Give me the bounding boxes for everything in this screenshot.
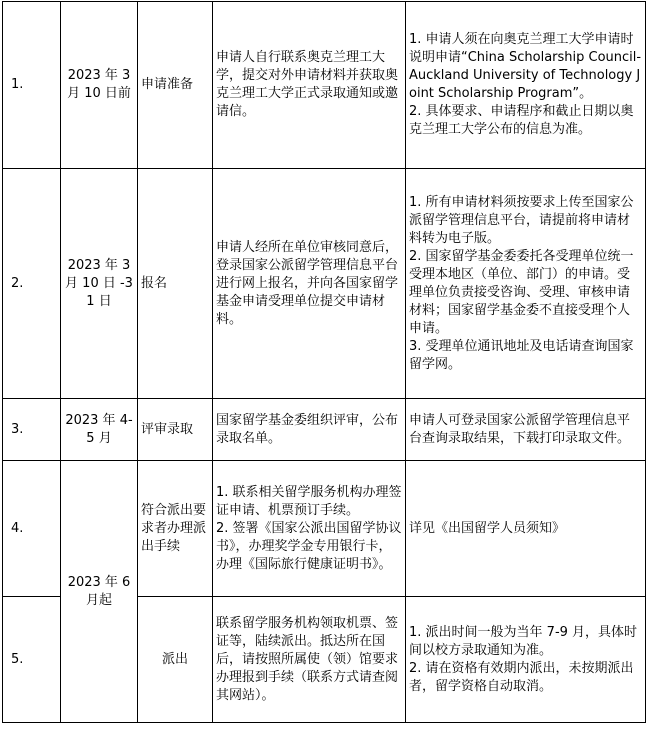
note-line: 1. 派出时间一般为当年 7-9 月，具体时间以校方录取通知为准。 (409, 624, 638, 658)
date-cell: 2023 年 4-5 月 (61, 399, 138, 461)
note-line: 2. 请在资格有效期内派出，未按期派出者，留学资格自动取消。 (409, 660, 634, 694)
table-row (3, 399, 646, 461)
stage-cell: 派出 (138, 597, 213, 723)
stage-cell: 符合派出要求者办理派出手续 (138, 461, 213, 597)
action-cell: 联系留学服务机构领取机票、签证等，陆续派出。抵达所在国后，请按照所属使（领）馆要求办理报到手续（联系方式请查阅其网站）。 (213, 597, 406, 723)
note-line: 申请人可登录国家公派留学管理信息平台查询录取结果，下载打印录取文件。 (409, 412, 631, 446)
action-cell: 申请人经所在单位审核同意后，登录国家公派留学管理信息平台进行网上报名，并向各国家留学基金申请受理单位提交申请材料。 (213, 169, 406, 399)
row-number: 3. (3, 399, 61, 461)
notes-cell (406, 461, 646, 597)
note-line: 2. 具体要求、申请程序和截止日期以奥克兰理工大学公布的信息为准。 (409, 104, 634, 137)
notes-cell (406, 597, 646, 723)
row-number: 5. (3, 597, 61, 723)
note-line: 详见《出国留学人员须知》 (409, 520, 566, 536)
action-cell (213, 461, 406, 597)
note-line: 1. 所有申请材料须按要求上传至国家公派留学管理信息平台，请提前将申请材料转为电子版。 (409, 194, 634, 246)
notes-cell (406, 399, 646, 461)
action-line: 1. 联系相关留学服务机构办理签证申请、机票预订手续。 (216, 484, 402, 518)
note-line: 2. 国家留学基金委委托各受理单位统一受理本地区（单位、部门）的申请。受理单位负责接受咨询、受理、审核申请材料；国家留学基金委不直接受理个人申请。 (409, 248, 634, 336)
row-number: 1. (3, 2, 61, 169)
date-cell: 2023 年 3 月 10 日 -31 日 (61, 169, 138, 399)
stage-cell: 评审录取 (138, 399, 213, 461)
notes-cell (406, 2, 646, 169)
date-cell: 2023 年 6 月起 (61, 461, 138, 723)
schedule-table (2, 1, 646, 723)
action-cell: 国家留学基金委组织评审，公布录取名单。 (213, 399, 406, 461)
action-line: 2. 签署《国家公派出国留学协议书》，办理奖学金专用银行卡，办理《国际旅行健康证明书》。 (216, 520, 402, 572)
table-row (3, 461, 646, 597)
stage-cell: 申请准备 (138, 2, 213, 169)
date-cell: 2023 年 3 月 10 日前 (61, 2, 138, 169)
row-number: 2. (3, 169, 61, 399)
notes-cell (406, 169, 646, 399)
stage-cell: 报名 (138, 169, 213, 399)
note-line: 1. 申请人须在向奥克兰理工大学申请时说明申请“China Scholarship Council- Auckland University of Technology Joint Scholarship Program”。 (409, 32, 642, 101)
note-line: 3. 受理单位通讯地址及电话请查询国家留学网。 (409, 338, 634, 372)
table-row (3, 2, 646, 169)
action-cell: 申请人自行联系奥克兰理工大学，提交对外申请材料并获取奥克兰理工大学正式录取通知或邀请信。 (213, 2, 406, 169)
table-row (3, 169, 646, 399)
row-number: 4. (3, 461, 61, 597)
